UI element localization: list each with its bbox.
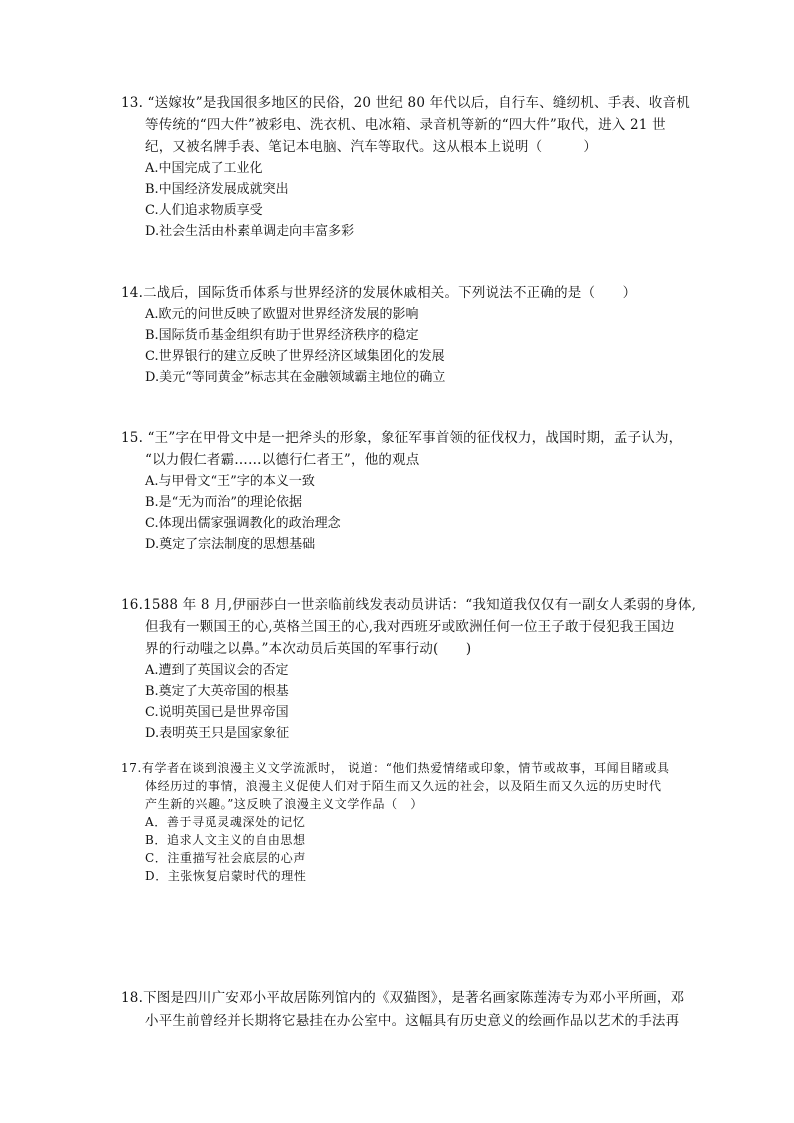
question-13-line-3: 纪，又被名牌手表、笔记本电脑、汽车等取代。这从根本上说明（ ） [145, 139, 598, 155]
question-16-line-2: 但我有一颗国王的心,英格兰国王的心,我对西班牙或欧洲任何一位王子敢于侵犯我王国边 [145, 619, 675, 635]
question-13-option-b[interactable]: B.中国经济发展成就突出 [145, 182, 289, 197]
question-15-option-b[interactable]: B.是“无为而治”的理论依据 [145, 495, 302, 510]
question-18-line-2: 小平生前曾经并长期将它悬挂在办公室中。这幅具有历史意义的绘画作品以艺术的手法再 [145, 1013, 680, 1029]
question-13-option-c[interactable]: C.人们追求物质享受 [145, 203, 263, 218]
question-16-option-d[interactable]: D.表明英王只是国家象征 [145, 726, 290, 741]
question-14-option-b[interactable]: B.国际货币基金组织有助于世界经济秩序的稳定 [145, 328, 419, 343]
question-16-line-3: 界的行动嗤之以鼻。”本次动员后英国的军事行动( ) [145, 641, 472, 657]
question-15-option-d[interactable]: D.奠定了宗法制度的思想基础 [145, 537, 316, 552]
question-14-option-a[interactable]: A.欧元的问世反映了欧盟对世界经济发展的影响 [145, 307, 419, 322]
question-15-line-2: “以力假仁者霸……以德行仁者王”，他的观点 [145, 452, 420, 468]
question-17-option-b[interactable]: B．追求人文主义的自由思想 [145, 833, 306, 847]
question-16-option-a[interactable]: A.遭到了英国议会的否定 [145, 663, 289, 678]
question-13-option-a[interactable]: A.中国完成了工业化 [145, 161, 263, 176]
question-15-option-a[interactable]: A.与甲骨文“王”字的本义一致 [145, 474, 315, 489]
question-14-option-d[interactable]: D.美元“等同黄金”标志其在金融领域霸主地位的确立 [145, 370, 446, 385]
question-15-option-c[interactable]: C.体现出儒家强调教化的政治理念 [145, 516, 341, 531]
question-17-line-3: 产生新的兴趣。”这反映了浪漫主义文学作品（ ） [145, 797, 423, 811]
question-16-option-b[interactable]: B.奠定了大英帝国的根基 [145, 684, 289, 699]
question-17-option-c[interactable]: C．注重描写社会底层的心声 [145, 851, 306, 865]
question-17-option-d[interactable]: D．主张恢复启蒙时代的理性 [145, 869, 307, 883]
question-15-line-1: 15. “王”字在甲骨文中是一把斧头的形象，象征军事首领的征伐权力，战国时期，孟子认为， [121, 430, 683, 446]
question-16-option-c[interactable]: C.说明英国已是世界帝国 [145, 705, 289, 720]
question-14-option-c[interactable]: C.世界银行的建立反映了世界经济区域集团化的发展 [145, 349, 445, 364]
question-14-line-1: 14.二战后，国际货币体系与世界经济的发展休戚相关。下列说法不正确的是（ ） [121, 285, 637, 301]
question-17-line-1: 17.有学者在谈到浪漫主义文学流派时， 说道：“他们热爱情绪或印象，情节或故事，耳闻目睹或具 [121, 761, 670, 775]
question-17-option-a[interactable]: A．善于寻觅灵魂深处的记忆 [145, 815, 306, 829]
question-13-line-2: 等传统的“四大件”被彩电、洗衣机、电冰箱、录音机等新的“四大件”取代，进入 21 世 [145, 117, 666, 133]
question-17-line-2: 体经历过的事情，浪漫主义促使人们对于陌生而又久远的社会，以及陌生而又久远的历史时代 [145, 779, 662, 793]
question-13-option-d[interactable]: D.社会生活由朴素单调走向丰富多彩 [145, 224, 355, 239]
question-13-line-1: 13. “送嫁妆”是我国很多地区的民俗，20 世纪 80 年代以后，自行车、缝纫机、手表、收音机 [121, 95, 690, 111]
question-16-line-1: 16.1588 年 8 月,伊丽莎白一世亲临前线发表动员讲话：“我知道我仅仅有一副女人柔弱的身体, [121, 597, 697, 613]
question-18-line-1: 18.下图是四川广安邓小平故居陈列馆内的《双猫图》，是著名画家陈莲涛专为邓小平所画，邓 [121, 990, 685, 1006]
